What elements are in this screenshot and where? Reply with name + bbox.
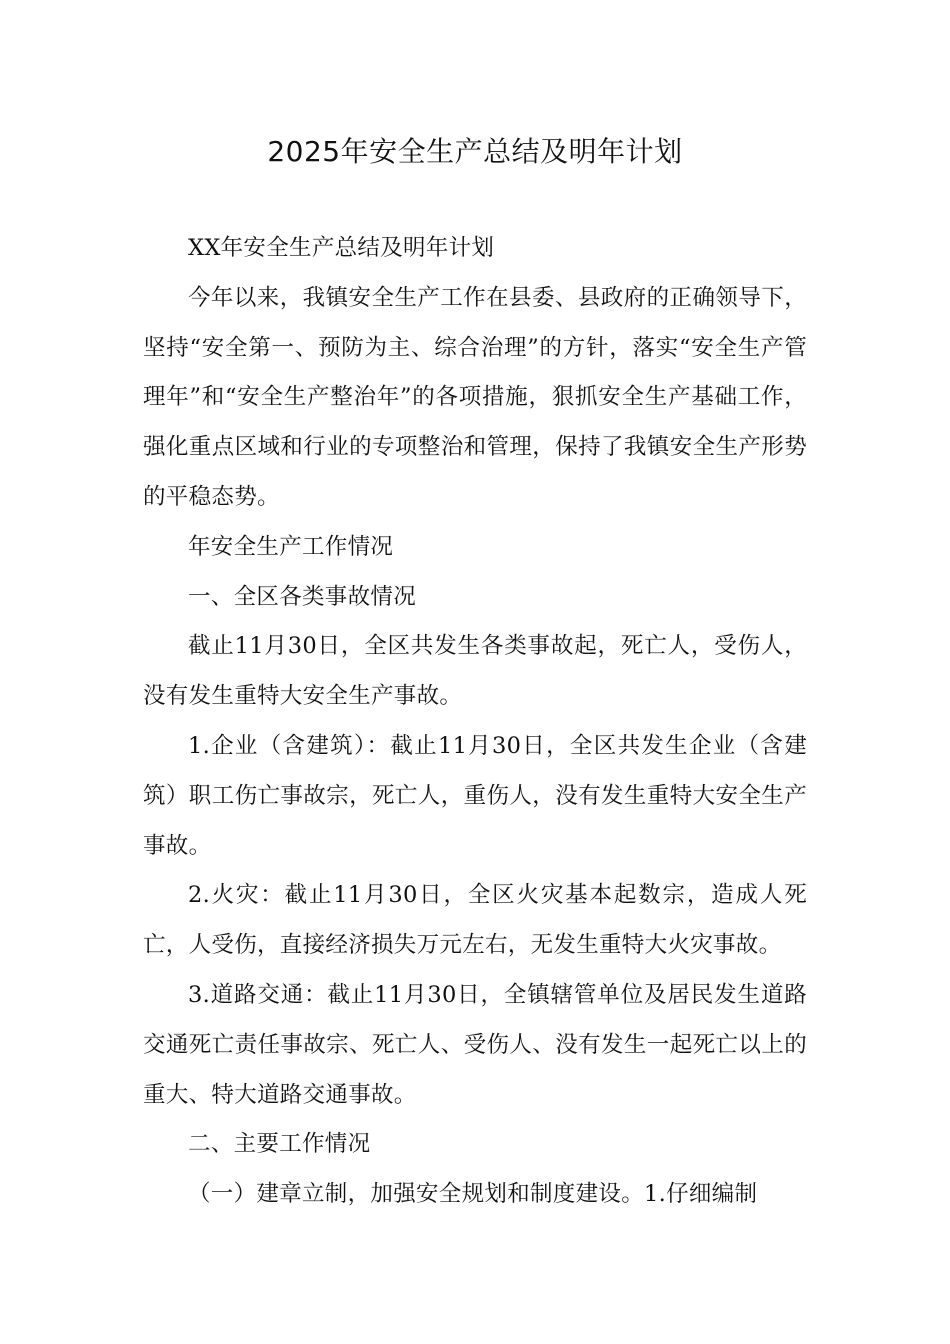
section-heading-main-work: 二、主要工作情况	[188, 1131, 371, 1158]
enterprise-accidents-paragraph: 1.企业（含建筑）：截止11月30日，全区共发生企业（含建筑）职工伤亡事故宗，死亡人，重伤人，没有发生重特大安全生产事故。	[143, 732, 807, 859]
section-heading-accidents: 一、全区各类事故情况	[188, 583, 417, 610]
accident-summary-paragraph: 截止11月30日，全区共发生各类事故起，死亡人，受伤人，没有发生重特大安全生产事故。	[143, 633, 807, 710]
section-heading-work-situation: 年安全生产工作情况	[188, 533, 394, 560]
regulations-paragraph: （一）建章立制，加强安全规划和制度建设。1.仔细编制	[188, 1181, 758, 1208]
road-traffic-paragraph: 3.道路交通：截止11月30日，全镇辖管单位及居民发生道路交通死亡责任事故宗、死亡人、受伤人、没有发生一起死亡以上的重大、特大道路交通事故。	[143, 981, 807, 1108]
document-body	[143, 224, 807, 1220]
intro-paragraph: 今年以来，我镇安全生产工作在县委、县政府的正确领导下，坚持“安全第一、预防为主、综合治理”的方针，落实“安全生产管理年”和“安全生产整治年”的各项措施，狠抓安全生产基础工作，强化重点区域和行业的专项整治和管理，保持了我镇安全生产形势的平稳态势。	[143, 284, 807, 510]
subtitle-paragraph: XX年安全生产总结及明年计划	[188, 235, 495, 261]
fire-accidents-paragraph: 2.火灾：截止11月30日，全区火灾基本起数宗，造成人死亡，人受伤，直接经济损失万元左右，无发生重特大火灾事故。	[143, 882, 807, 959]
document-title: 2025年安全生产总结及明年计划	[267, 135, 683, 168]
